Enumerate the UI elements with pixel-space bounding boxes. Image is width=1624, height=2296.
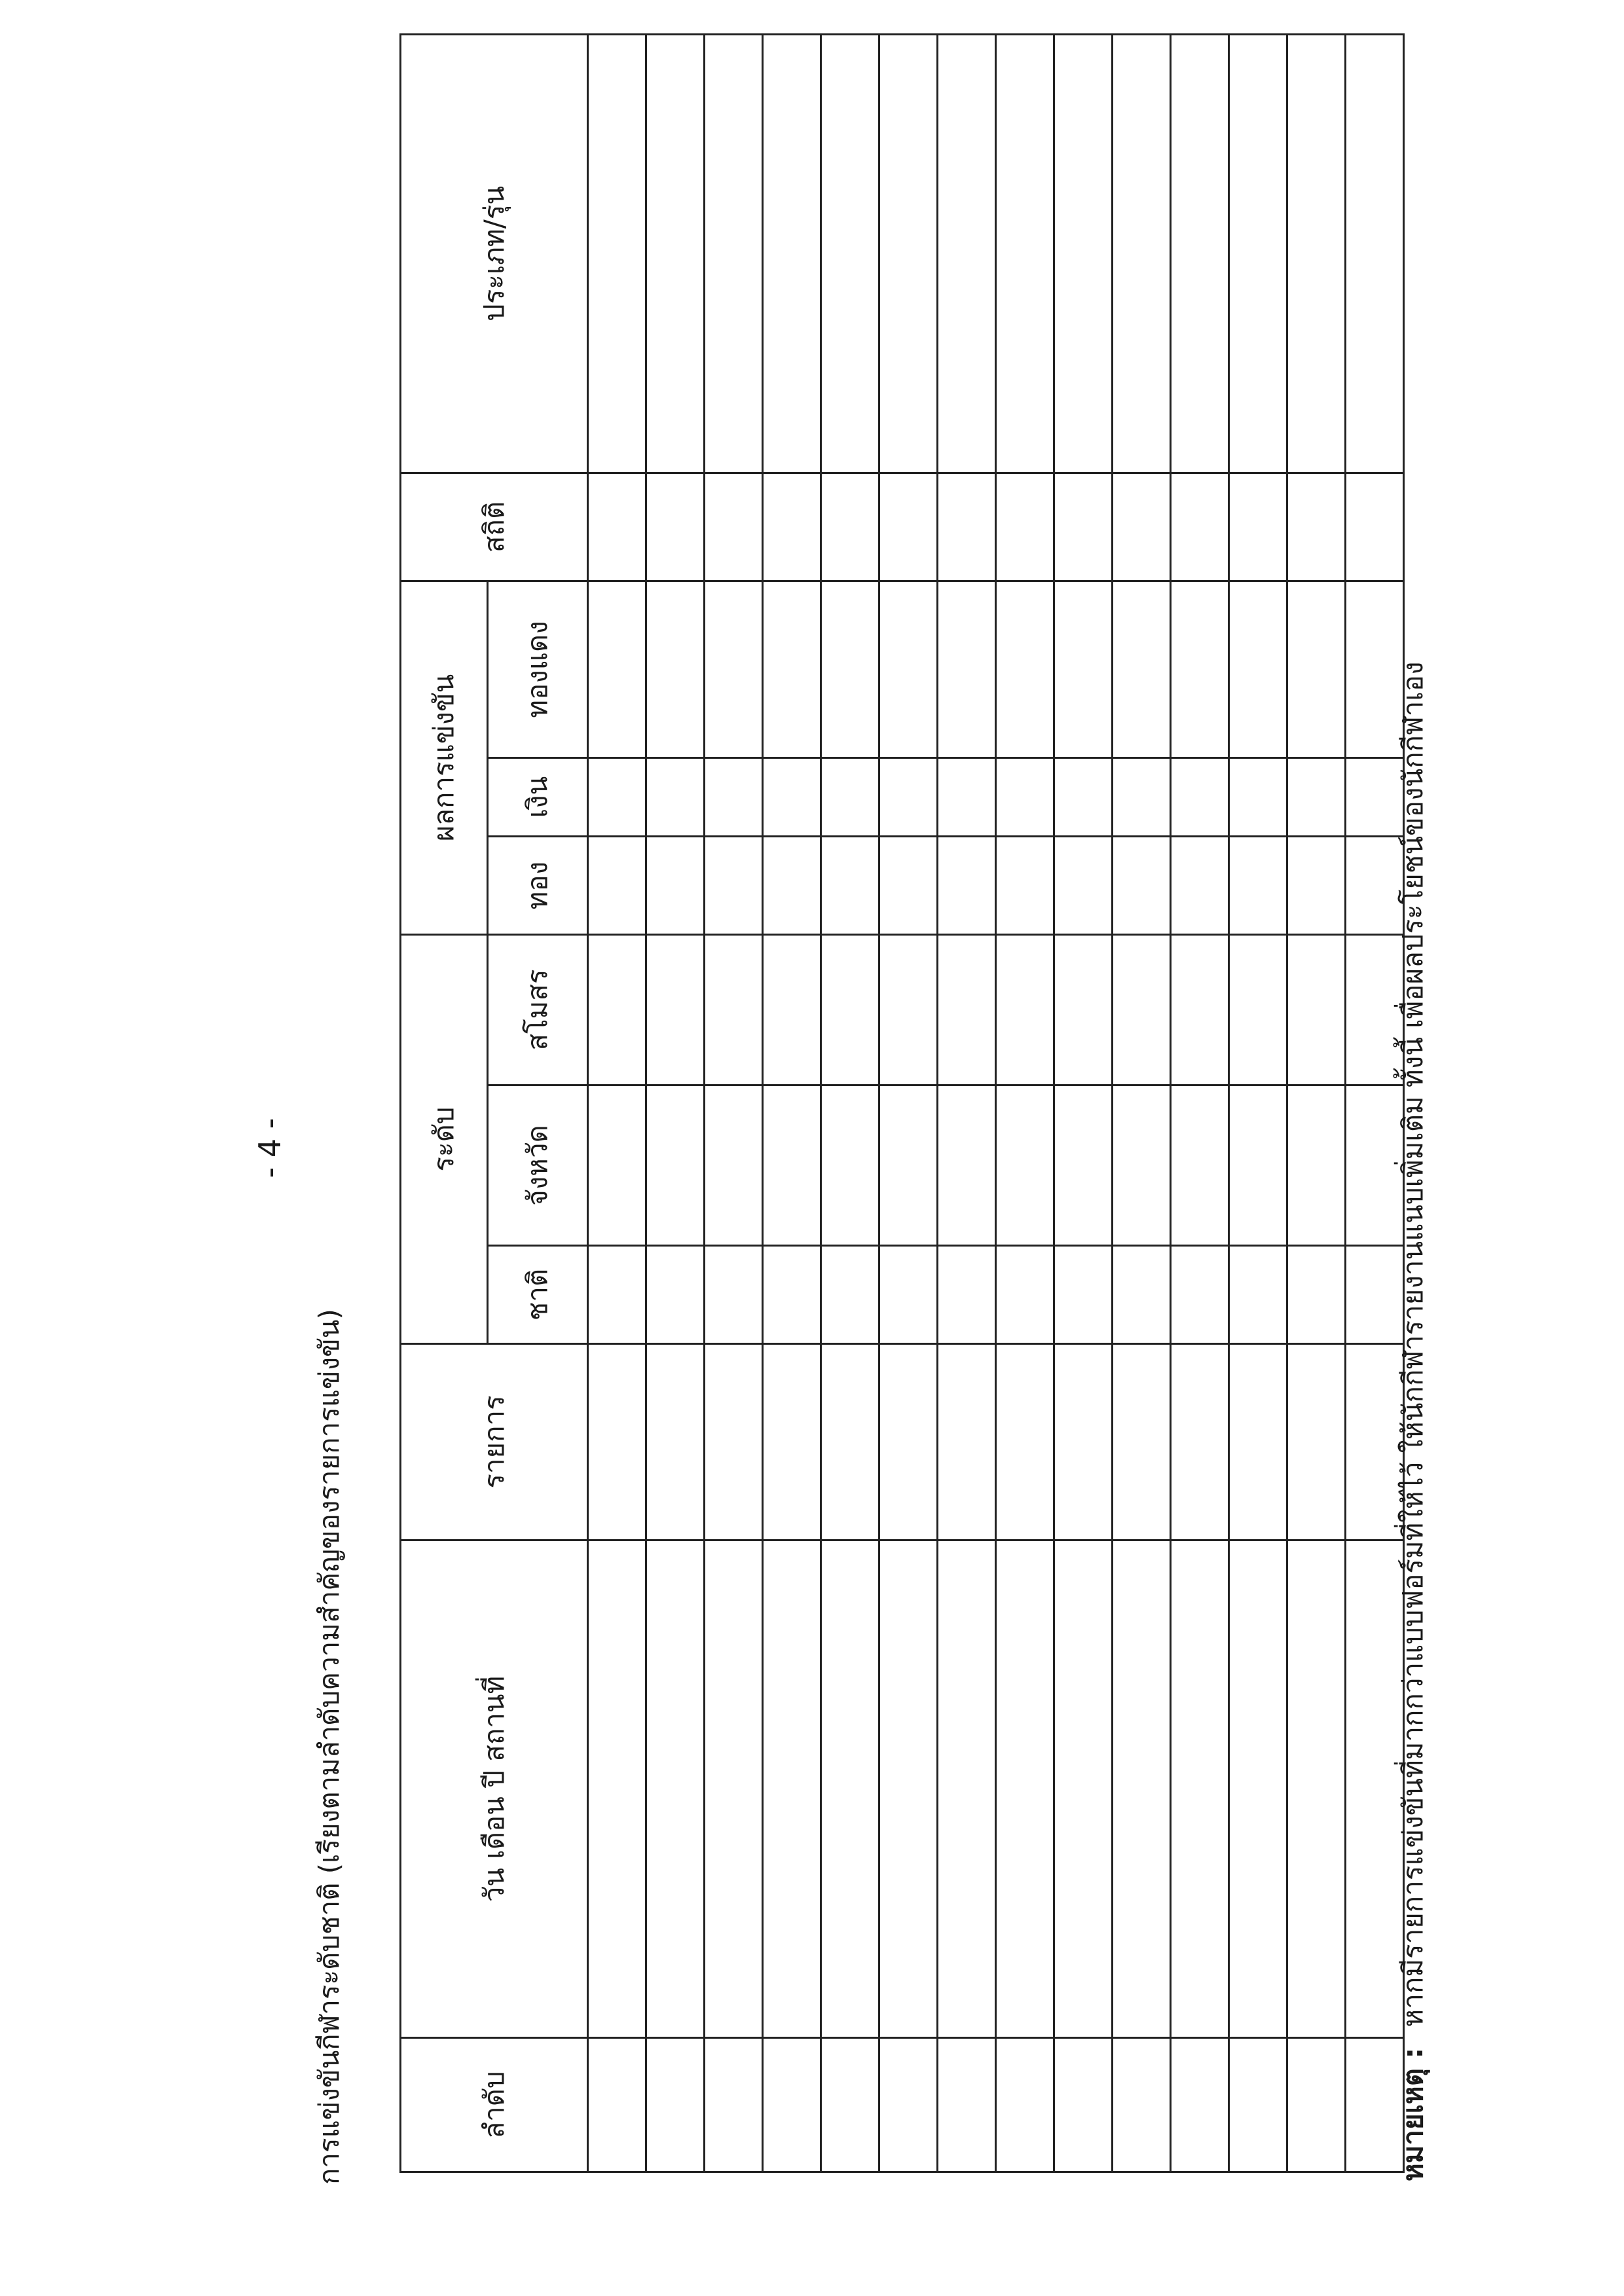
table-cell[interactable] [821,934,879,1085]
table-cell[interactable] [938,1540,996,2038]
table-cell[interactable] [1229,1085,1287,1246]
table-cell[interactable] [821,581,879,757]
table-cell[interactable] [646,581,705,757]
table-cell[interactable] [705,1540,763,2038]
table-cell[interactable] [763,1085,821,1246]
table-cell[interactable] [588,34,646,473]
table-cell[interactable] [705,757,763,836]
table-cell[interactable] [1054,836,1113,934]
table-cell[interactable] [1287,836,1346,934]
header-event: รายการ [401,1344,588,1540]
table-cell[interactable] [646,757,705,836]
table-cell[interactable] [1171,1344,1229,1540]
header-record: สถิติ [401,473,588,581]
competition-record-table [399,33,1405,2173]
table-cell[interactable] [763,581,821,757]
table-cell[interactable] [588,757,646,836]
table-cell[interactable] [879,1085,938,1246]
table-cell[interactable] [1054,934,1113,1085]
header-results-gold: ทอง [488,836,588,934]
table-cell[interactable] [588,1085,646,1246]
table-cell[interactable] [1171,836,1229,934]
table-cell[interactable] [1171,1085,1229,1246]
table-cell[interactable] [1229,1246,1287,1344]
table-cell[interactable] [763,1540,821,2038]
header-level-national: ชาติ [488,1246,588,1344]
table-cell[interactable] [646,2038,705,2172]
table-cell[interactable] [821,1246,879,1344]
table-cell[interactable] [821,2038,879,2172]
table-cell[interactable] [705,34,763,473]
table-cell[interactable] [1229,1344,1287,1540]
table-cell[interactable] [646,1246,705,1344]
table-cell[interactable] [879,34,938,473]
header-level-province: จังหวัด [488,1085,588,1246]
table-row [1113,34,1171,2172]
table-cell[interactable] [1287,581,1346,757]
table-row [646,34,705,2172]
table-cell[interactable] [705,473,763,581]
table-cell[interactable] [879,1246,938,1344]
table-cell[interactable] [763,34,821,473]
table-cell[interactable] [996,1085,1054,1246]
table-cell[interactable] [1287,34,1346,473]
table-cell[interactable] [938,1246,996,1344]
table-cell[interactable] [996,1344,1054,1540]
table-cell[interactable] [705,836,763,934]
table-cell[interactable] [996,757,1054,836]
table-cell[interactable] [1287,1246,1346,1344]
table-cell[interactable] [1054,1085,1113,1246]
page-number: - 4 - [252,1118,287,1178]
table-cell[interactable] [1229,757,1287,836]
table-cell[interactable] [821,836,879,934]
table-cell[interactable] [996,2038,1054,2172]
table-cell[interactable] [588,1540,646,2038]
table-cell[interactable] [588,1344,646,1540]
table-cell[interactable] [1229,34,1287,473]
header-results: ผลการแข่งขัน [401,581,488,934]
table-cell[interactable] [879,1540,938,2038]
table-cell[interactable] [763,473,821,581]
table-cell[interactable] [938,2038,996,2172]
header-date-place: วัน เดือน ปี สถานที่ [401,1540,588,2038]
table-cell[interactable] [705,1344,763,1540]
table-cell[interactable] [705,1246,763,1344]
table-cell[interactable] [879,836,938,934]
table-cell[interactable] [996,581,1054,757]
table-cell[interactable] [763,1246,821,1344]
table-cell[interactable] [646,1344,705,1540]
table-cell[interactable] [705,1085,763,1246]
table-cell[interactable] [646,836,705,934]
table-cell[interactable] [938,581,996,757]
table-cell[interactable] [588,581,646,757]
table-cell[interactable] [1287,934,1346,1085]
table-cell[interactable] [646,1540,705,2038]
table-cell[interactable] [1171,1246,1229,1344]
table-cell[interactable] [1171,34,1229,473]
table-cell[interactable] [1229,2038,1287,2172]
table-cell[interactable] [1113,757,1171,836]
table-row [705,34,763,2172]
table-cell[interactable] [1113,581,1171,757]
table-cell[interactable] [938,1085,996,1246]
table-cell[interactable] [1229,934,1287,1085]
table-cell[interactable] [588,1246,646,1344]
table-cell[interactable] [1054,1344,1113,1540]
table-cell[interactable] [996,1540,1054,2038]
table-cell[interactable] [763,757,821,836]
table-cell[interactable] [1113,34,1171,473]
table-cell[interactable] [938,836,996,934]
note-text: หากมีรายการแข่งขันที่มากกว่าแบบฟอร์มที่ให้ไว้ ให้นักกีฬารายงานแนบเพิ่มเติม ทั้งนี้ เพื่อผลประโยชน์ของนักกีฬาเอง [1397,661,1429,2028]
table-cell[interactable] [1113,934,1171,1085]
table-row [996,34,1054,2172]
table-cell[interactable] [1229,581,1287,757]
table-cell[interactable] [646,934,705,1085]
table-cell[interactable] [646,1085,705,1246]
header-results-silver: เงิน [488,757,588,836]
table-cell[interactable] [763,1344,821,1540]
table-cell[interactable] [821,473,879,581]
table-cell[interactable] [996,836,1054,934]
table-cell[interactable] [1171,473,1229,581]
table-cell[interactable] [938,757,996,836]
table-cell[interactable] [1287,2038,1346,2172]
table-cell[interactable] [1229,836,1287,934]
table-cell[interactable] [821,757,879,836]
table-cell[interactable] [1113,836,1171,934]
table-cell[interactable] [821,1540,879,2038]
table-cell[interactable] [1346,473,1404,581]
table-body [588,34,1404,2172]
table-cell[interactable] [879,757,938,836]
table-cell[interactable] [996,1246,1054,1344]
table-cell[interactable] [1113,1085,1171,1246]
table-cell[interactable] [588,2038,646,2172]
table-cell[interactable] [705,2038,763,2172]
table-cell[interactable] [879,581,938,757]
table-row [763,34,821,2172]
table-cell[interactable] [879,473,938,581]
table-cell[interactable] [879,934,938,1085]
table-cell[interactable] [1113,473,1171,581]
table-cell[interactable] [588,836,646,934]
table-cell[interactable] [996,34,1054,473]
table-cell[interactable] [938,34,996,473]
note [1392,662,1435,2181]
table-cell[interactable] [1054,2038,1113,2172]
table-cell[interactable] [763,2038,821,2172]
table-row [1229,34,1287,2172]
table-cell[interactable] [1113,2038,1171,2172]
table-row [1171,34,1229,2172]
table-cell[interactable] [1171,581,1229,757]
table-cell[interactable] [763,934,821,1085]
table-cell[interactable] [1171,934,1229,1085]
table-cell[interactable] [1113,1540,1171,2038]
table-row [1287,34,1346,2172]
table-cell[interactable] [1054,757,1113,836]
table-cell[interactable] [1346,34,1404,473]
table-cell[interactable] [821,34,879,473]
table-cell[interactable] [646,34,705,473]
form-title: การแข่งขันกีฬาระดับชาติ (เรียงตามลำดับความสำคัญของรายการแข่งขัน) [313,1309,345,2185]
table-cell[interactable] [1287,1540,1346,2038]
table-cell[interactable] [1054,1540,1113,2038]
table-row [879,34,938,2172]
table-cell[interactable] [1171,1540,1229,2038]
header-order: ลำดับ [401,2038,588,2172]
table-cell[interactable] [763,836,821,934]
table-cell[interactable] [705,934,763,1085]
table-cell[interactable] [1054,1246,1113,1344]
table-row [588,34,646,2172]
table-cell[interactable] [588,934,646,1085]
table-cell[interactable] [705,581,763,757]
table-cell[interactable] [1054,581,1113,757]
table-cell[interactable] [996,934,1054,1085]
table-cell[interactable] [588,473,646,581]
table-row [1054,34,1113,2172]
table-cell[interactable] [1054,473,1113,581]
note-label: หมายเหตุ : [1397,2047,1429,2181]
table-cell[interactable] [1287,1085,1346,1246]
table-cell[interactable] [1171,2038,1229,2172]
table-cell[interactable] [1287,473,1346,581]
header-results-bronze: ทองแดง [488,581,588,757]
table-cell[interactable] [1229,1540,1287,2038]
table-cell[interactable] [1113,1246,1171,1344]
table-cell[interactable] [1229,473,1287,581]
table-cell[interactable] [1171,757,1229,836]
table-cell[interactable] [938,473,996,581]
table-cell[interactable] [938,934,996,1085]
header-category: ประเภท/รุ่น [401,34,588,473]
table-cell[interactable] [821,1344,879,1540]
table-cell[interactable] [879,1344,938,1540]
header-level-club: สโมสร [488,934,588,1085]
table-cell[interactable] [646,473,705,581]
table-cell[interactable] [938,1344,996,1540]
table-row [938,34,996,2172]
table-cell[interactable] [1054,34,1113,473]
table-cell[interactable] [879,2038,938,2172]
table-cell[interactable] [1113,1344,1171,1540]
table-cell[interactable] [996,473,1054,581]
table-cell[interactable] [1287,1344,1346,1540]
header-level: ระดับ [401,934,488,1343]
table-row [821,34,879,2172]
table-cell[interactable] [1287,757,1346,836]
table-cell[interactable] [821,1085,879,1246]
